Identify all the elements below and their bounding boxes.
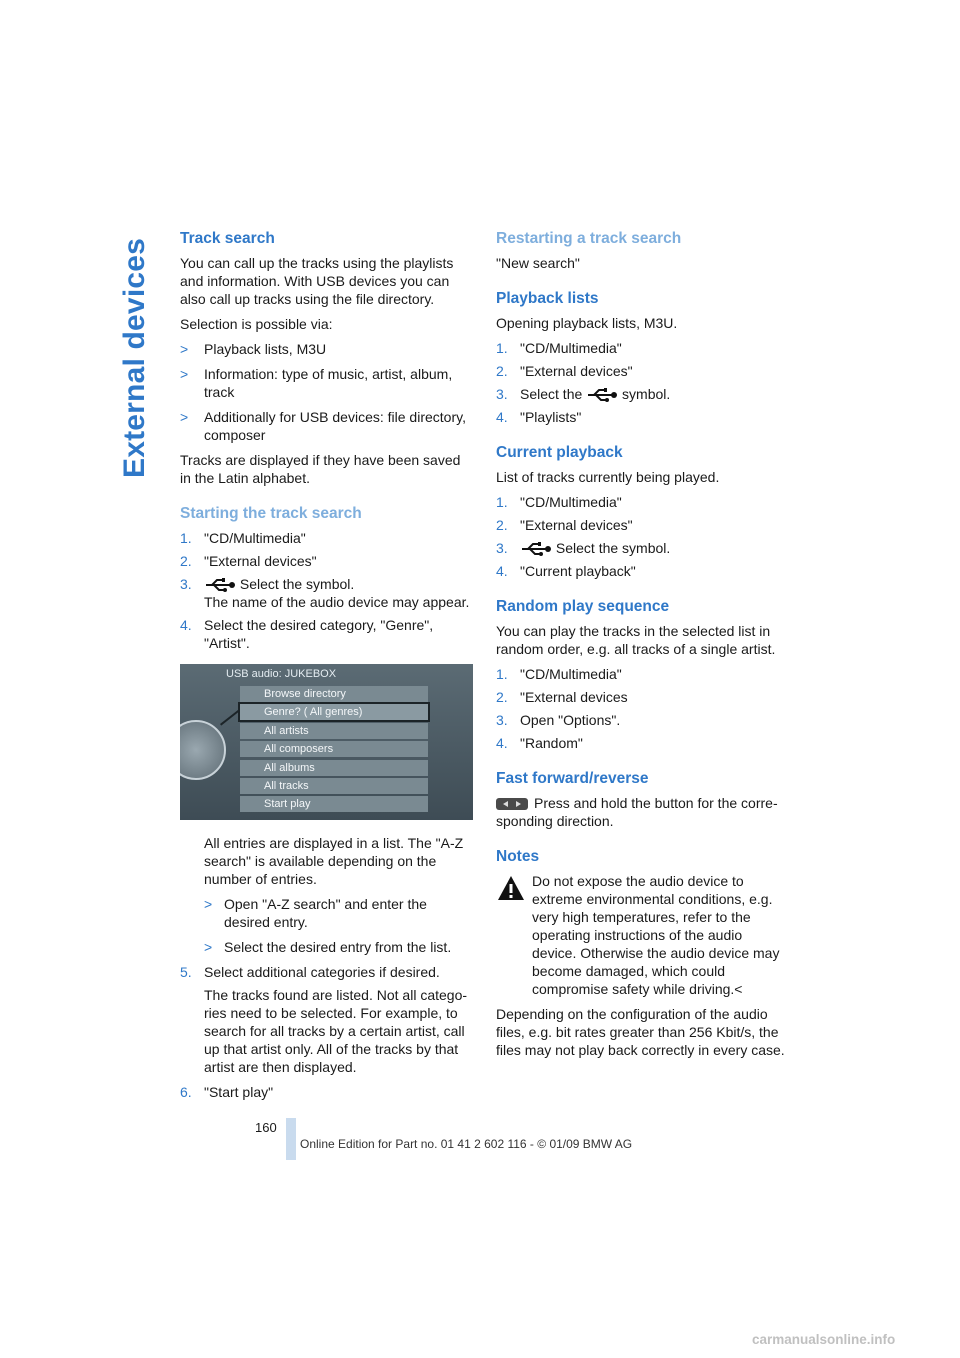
footer-edition: Online Edition for Part no. 01 41 2 602 116 - © 01/09 BMW AG	[300, 1137, 633, 1151]
step: 3. Open "Options".	[496, 712, 621, 728]
heading-current-playback: Current playback	[496, 444, 623, 461]
paragraph: "New search"	[496, 255, 580, 271]
pointer-line	[220, 709, 240, 725]
bullet-item: > Information: type of music, artist, album, track	[180, 366, 453, 400]
menu-item: Start play	[240, 796, 428, 812]
step: 1. "CD/Multimedia"	[496, 494, 622, 510]
paragraph: List of tracks currently being played.	[496, 469, 720, 485]
paragraph: Press and hold the button for the corresponding direction.	[496, 795, 778, 829]
side-title	[118, 228, 154, 478]
sub-bullet: > Select the desired entry from the list.	[204, 939, 452, 955]
step: 2. "External devices"	[496, 363, 633, 379]
step: 2. "External devices"	[180, 553, 317, 569]
heading-random-play: Random play sequence	[496, 598, 670, 615]
menu-item: All composers	[240, 741, 428, 757]
step: 1. "CD/Multimedia"	[180, 530, 306, 546]
bullet-item: > Additionally for USB devices: file directory, composer	[180, 409, 466, 443]
warning-note: Do not expose the audio device to extreme environmental conditions, e.g. very high temperatures, refer to the operating instructions of the audio device. Otherwise the audio device may become damaged, which could compromise safety while driving.<	[496, 872, 788, 998]
step: 2. "External devices"	[496, 517, 633, 533]
sub-bullet: > Open "A-Z search" and enter the desired entry.	[204, 896, 427, 930]
usb-icon	[520, 542, 552, 556]
step: 6. "Start play"	[180, 1084, 274, 1100]
menu-item: All albums	[240, 760, 428, 776]
page-number: 160	[255, 1120, 277, 1135]
idrive-screenshot	[180, 664, 473, 820]
usb-icon	[586, 388, 618, 402]
bullet-item: > Playback lists, M3U	[180, 341, 327, 357]
paragraph: All entries are displayed in a list. The "A-Z search" is available depending on the number of entries.	[204, 835, 464, 887]
step: 3. Select the symbol.	[496, 540, 671, 556]
usb-icon	[204, 578, 236, 592]
heading-playback-lists: Playback lists	[496, 290, 599, 307]
left-column	[180, 230, 472, 1106]
step: 4. "Random"	[496, 735, 583, 751]
seek-buttons-icon	[496, 798, 528, 810]
step: 5. Select additional categories if desired.	[180, 964, 440, 980]
step: 1. "CD/Multimedia"	[496, 340, 622, 356]
warning-icon	[496, 874, 526, 902]
watermark: carmanualsonline.info	[752, 1332, 896, 1347]
heading-fast-forward: Fast forward/reverse	[496, 770, 649, 787]
paragraph: You can call up the tracks using the playlists and information. With USB devices you can also call up tracks using the file directory.	[180, 255, 454, 307]
right-column	[496, 230, 788, 1066]
heading-notes: Notes	[496, 848, 540, 865]
menu-item: All tracks	[240, 778, 428, 794]
paragraph: Depending on the configuration of the audio files, e.g. bit rates greater than 256 Kbit/s, the files may not play back correctly in every case.	[496, 1006, 785, 1058]
step: 4. "Playlists"	[496, 409, 582, 425]
paragraph: You can play the tracks in the selected list in random order, e.g. all tracks of a single artist.	[496, 623, 776, 657]
paragraph: Tracks are displayed if they have been saved in the Latin alphabet.	[180, 452, 461, 486]
menu-item: Browse directory	[240, 686, 428, 702]
controller-knob-icon	[180, 720, 226, 780]
step: 1. "CD/Multimedia"	[496, 666, 622, 682]
paragraph: The tracks found are listed. Not all categories need to be selected. For example, to search for all tracks by a certain artist, call up that artist only. All of the tracks by that artist are then displayed.	[204, 987, 468, 1075]
screen-menu	[240, 686, 428, 815]
menu-item-selected: Genre? ( All genres)	[240, 704, 428, 720]
footer-bar	[286, 1118, 296, 1160]
paragraph: Selection is possible via:	[180, 316, 333, 332]
heading-restart: Restarting a track search	[496, 230, 682, 247]
step: 4. "Current playback"	[496, 563, 636, 579]
step: 4. Select the desired category, "Genre", "Artist".	[180, 617, 434, 651]
step: 3. Select the symbol.	[496, 386, 671, 402]
paragraph: Opening playback lists, M3U.	[496, 315, 678, 331]
heading-track-search: Track search	[180, 230, 275, 247]
step: 2. "External devices	[496, 689, 628, 705]
step: 3. Select the symbol. The name of the audio device may appear.	[180, 576, 470, 610]
heading-starting-track-search: Starting the track search	[180, 505, 362, 522]
screen-header: USB audio: JUKEBOX	[226, 668, 337, 680]
menu-item: All artists	[240, 723, 428, 739]
side-title-text: External devices	[118, 237, 151, 478]
